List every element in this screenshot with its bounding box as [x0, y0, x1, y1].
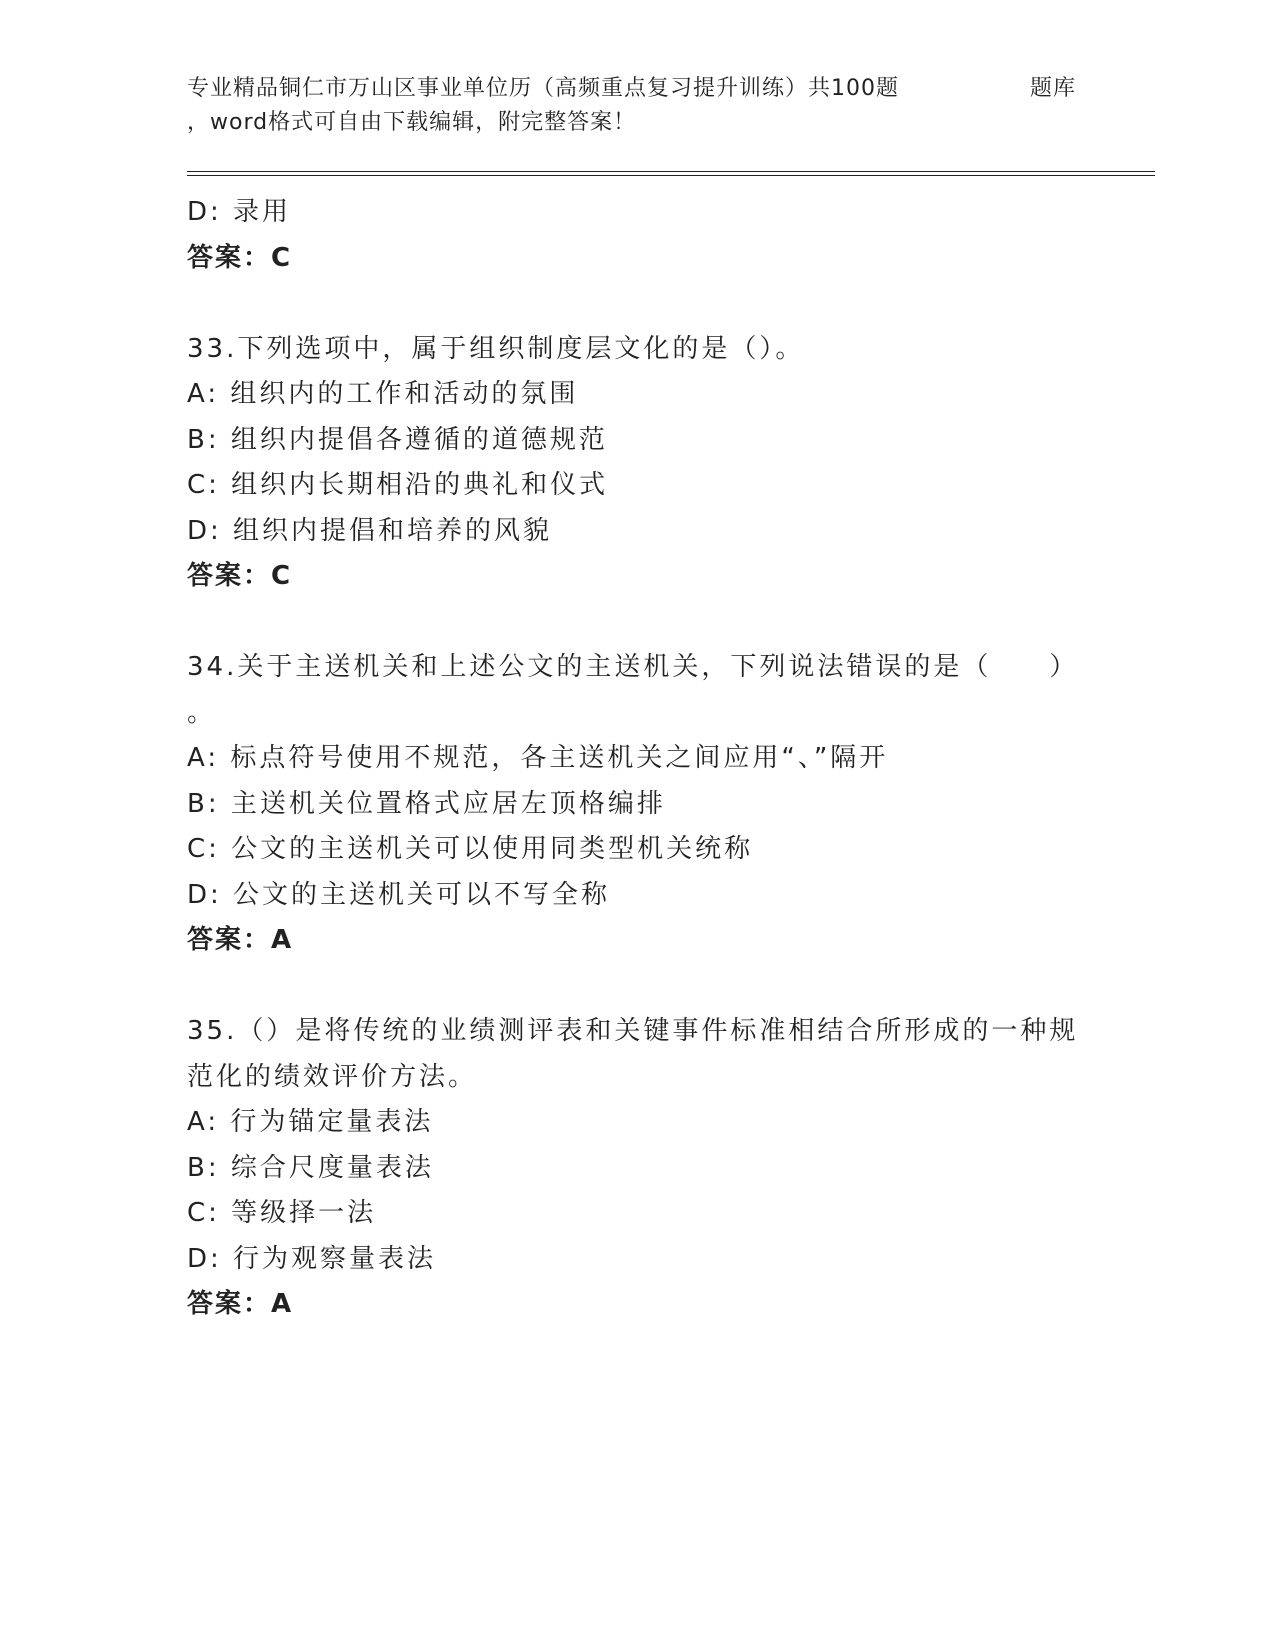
- q35-stem-line1: 35.（）是将传统的业绩测评表和关键事件标准相结合所形成的一种规: [187, 1016, 1079, 1046]
- prev-option-d: D: 录用: [187, 197, 292, 227]
- q34-stem-line2: 。: [187, 697, 217, 728]
- q33-option-d: D: 组织内提倡和培养的风貌: [187, 515, 553, 546]
- q33-option-a: A: 组织内的工作和活动的氛围: [187, 379, 579, 409]
- q35-option-d: D: 行为观察量表法: [187, 1243, 437, 1274]
- header-title: 专业精品铜仁市万山区事业单位历（高频重点复习提升训练）共100题: [187, 76, 899, 101]
- q33-stem: 33.下列选项中，属于组织制度层文化的是（）。: [187, 333, 805, 364]
- q34-option-c: C: 公文的主送机关可以使用同类型机关统称: [187, 834, 754, 864]
- q35-stem-line2: 范化的绩效评价方法。: [187, 1061, 478, 1092]
- header-subtitle: ，word格式可自由下载编辑，附完整答案！: [187, 110, 637, 135]
- q34-option-b: B: 主送机关位置格式应居左顶格编排: [187, 788, 666, 819]
- header-tag: 题库: [1030, 76, 1077, 101]
- q34-answer: 答案：A: [187, 925, 294, 955]
- q35-option-c: C: 等级择一法: [187, 1198, 377, 1228]
- header-rule-top: [187, 171, 1155, 172]
- q34-option-a: A: 标点符号使用不规范，各主送机关之间应用“、”隔开: [187, 743, 889, 773]
- q33-answer: 答案：C: [187, 561, 293, 591]
- q33-option-c: C: 组织内长期相沿的典礼和仪式: [187, 470, 609, 500]
- q33-option-b: B: 组织内提倡各遵循的道德规范: [187, 424, 608, 455]
- q34-stem-line1: 34.关于主送机关和上述公文的主送机关，下列说法错误的是（ ）: [187, 652, 1079, 682]
- header-rule-bottom: [187, 175, 1155, 176]
- page-header: [187, 72, 1087, 140]
- q34-option-d: D: 公文的主送机关可以不写全称: [187, 879, 611, 910]
- q35-option-a: A: 行为锚定量表法: [187, 1107, 434, 1137]
- spacer: [187, 281, 1087, 327]
- question-list: [187, 190, 1087, 1328]
- spacer: [187, 600, 1087, 646]
- prev-answer: 答案：C: [187, 242, 293, 273]
- q35-answer: 答案：A: [187, 1289, 294, 1319]
- spacer: [187, 964, 1087, 1010]
- q35-option-b: B: 综合尺度量表法: [187, 1152, 434, 1183]
- header-title-line: [187, 72, 1087, 106]
